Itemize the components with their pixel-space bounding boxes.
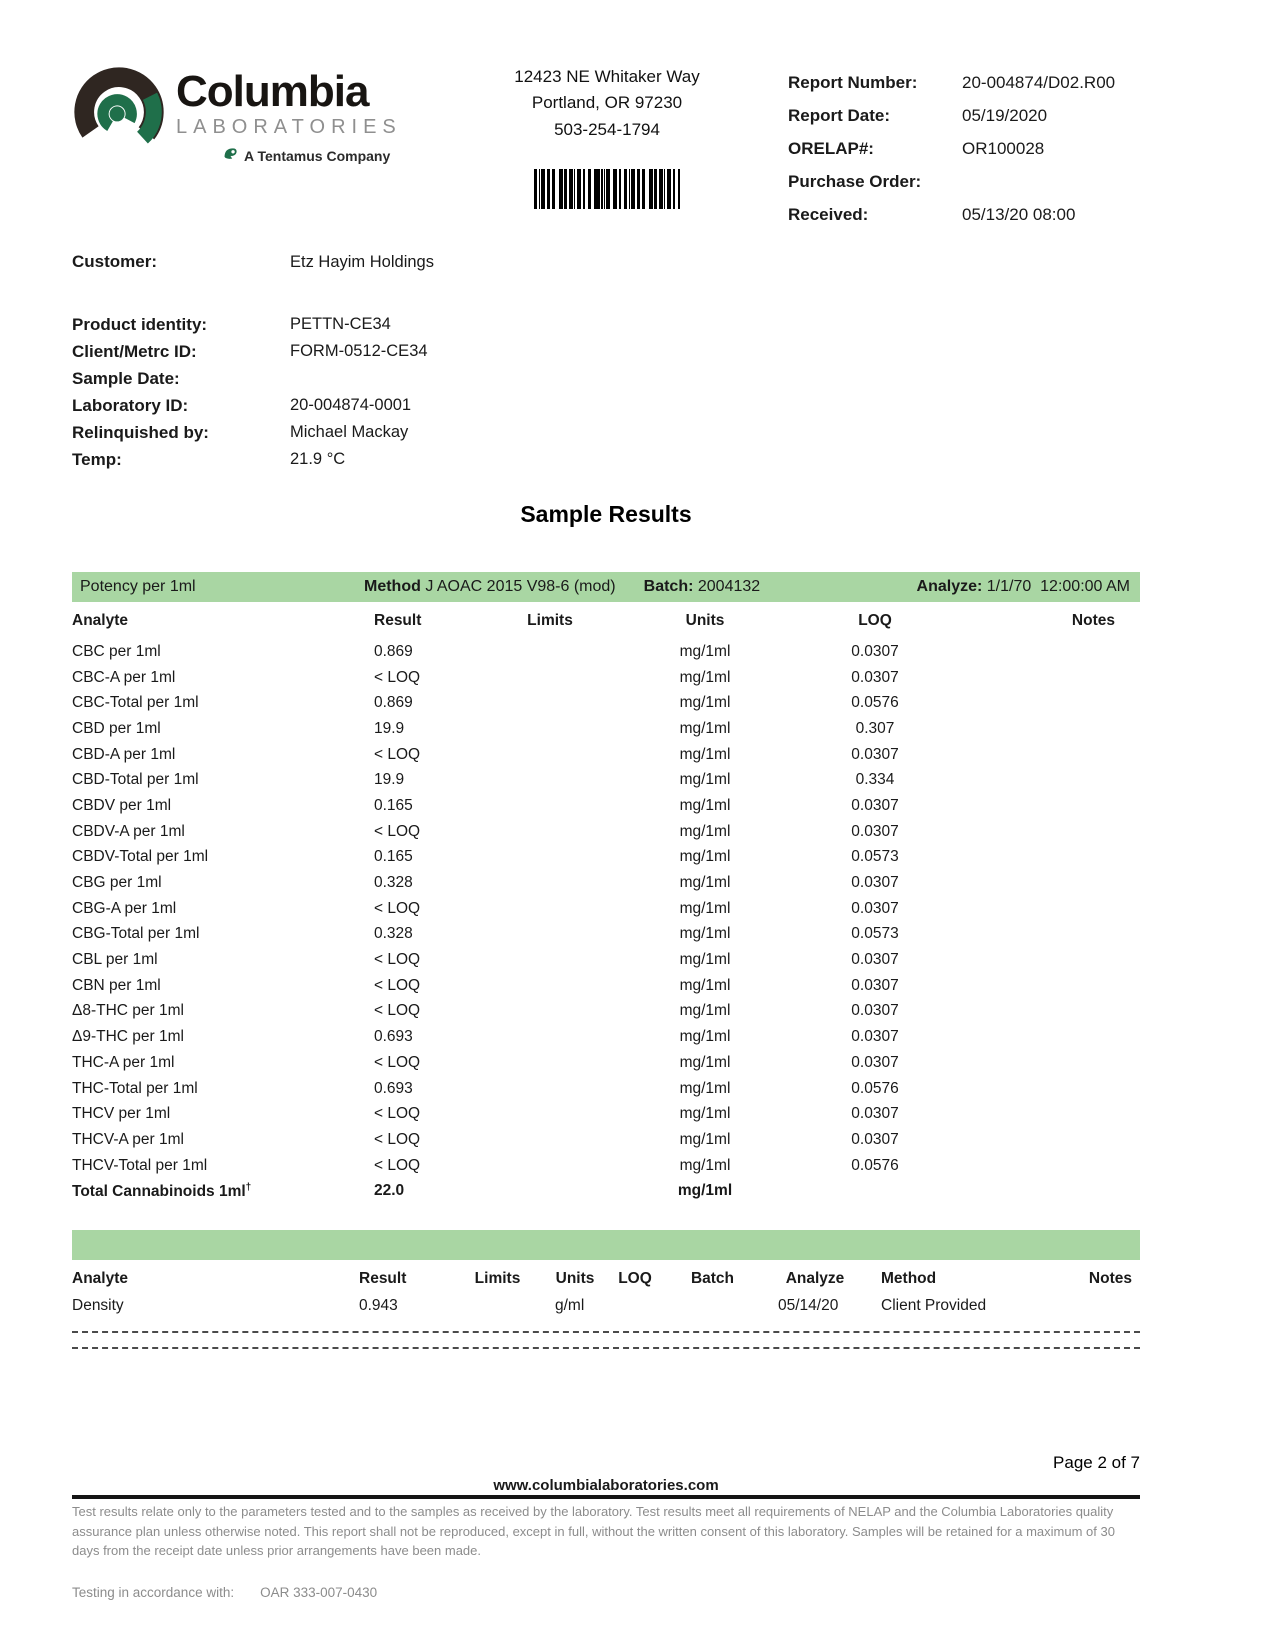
customer-value: Etz Hayim Holdings xyxy=(290,253,434,271)
lab-report-page xyxy=(72,0,1140,1600)
cell-analyte: CBD-A per 1ml xyxy=(72,745,176,763)
cell-result: 0.328 xyxy=(374,874,413,892)
col-result: Result xyxy=(374,611,422,629)
density-band xyxy=(72,1230,1140,1260)
cell-result: < LOQ xyxy=(374,951,421,969)
cell-label: Product identity: xyxy=(72,315,208,334)
col-batch: Batch xyxy=(690,1270,735,1288)
potency-band xyxy=(72,572,1140,602)
cell-loq: 0.0307 xyxy=(851,976,899,994)
cell-value: Michael Mackay xyxy=(290,423,409,441)
cell-analyte: THCV-A per 1ml xyxy=(72,1130,184,1148)
cell-units: mg/1ml xyxy=(679,1002,731,1020)
report-info-block xyxy=(788,64,1140,231)
cell-loq: 0.0307 xyxy=(851,1002,899,1020)
table-row xyxy=(72,973,1140,999)
cell-units: mg/1ml xyxy=(677,1182,733,1200)
cell-units: mg/1ml xyxy=(679,1079,731,1097)
cell-result: 19.9 xyxy=(374,771,405,789)
logo-block xyxy=(72,64,444,167)
cell-loq: 0.0573 xyxy=(851,848,899,866)
cell-units: mg/1ml xyxy=(679,874,731,892)
cell-label: Report Number: xyxy=(788,73,918,92)
cell-loq: 0.0307 xyxy=(851,642,899,660)
dashed-divider xyxy=(72,1331,1140,1349)
cell-result: 19.9 xyxy=(374,719,405,737)
cell-analyte: CBG-Total per 1ml xyxy=(72,925,200,943)
cell-loq: 0.0307 xyxy=(851,822,899,840)
report-footer xyxy=(72,1453,1140,1600)
cell-loq: 0.0576 xyxy=(851,694,899,712)
cell-analyte: THC-Total per 1ml xyxy=(72,1079,198,1097)
cell-units: mg/1ml xyxy=(679,822,731,840)
cell-units: mg/1ml xyxy=(679,771,731,789)
cell-label: ORELAP#: xyxy=(788,139,874,158)
total-cannabinoids-row xyxy=(72,1178,1140,1204)
cell-result: 0.869 xyxy=(374,642,413,660)
cell-label: Laboratory ID: xyxy=(72,396,189,415)
barcode xyxy=(534,169,680,209)
cell-analyte: CBG per 1ml xyxy=(72,874,162,892)
cell-result: 0.328 xyxy=(374,925,413,943)
table-row xyxy=(72,1076,1140,1102)
table-row xyxy=(72,922,1140,948)
cell-label: Sample Date: xyxy=(72,369,180,388)
cell-loq: 0.0307 xyxy=(851,1130,899,1148)
cell-units: g/ml xyxy=(555,1296,585,1314)
cell-units: mg/1ml xyxy=(679,1105,731,1123)
address-line2: Portland, OR 97230 xyxy=(531,93,683,113)
cell-loq: 0.0307 xyxy=(851,1053,899,1071)
cell-result: < LOQ xyxy=(374,1053,421,1071)
brand-sub: LABORATORIES xyxy=(176,116,402,138)
cell-result: 0.693 xyxy=(374,1079,413,1097)
col-notes: Notes xyxy=(1071,611,1115,629)
cell-analyte: CBN per 1ml xyxy=(72,976,161,994)
potency-band-title: Potency per 1ml xyxy=(80,578,196,595)
cell-result: < LOQ xyxy=(374,1156,421,1174)
col-result: Result xyxy=(359,1270,407,1288)
cell-analyze: 05/14/20 xyxy=(778,1296,839,1314)
cell-label: Client/Metrc ID: xyxy=(72,342,197,361)
col-method: Method xyxy=(881,1270,937,1288)
table-row xyxy=(72,1292,1140,1319)
cell-analyte: CBC-A per 1ml xyxy=(72,668,176,686)
table-row xyxy=(788,66,1140,99)
cell-analyte: Density xyxy=(72,1296,124,1314)
table-row xyxy=(72,742,1140,768)
cell-result: 22.0 xyxy=(374,1182,405,1200)
columbia-logo-icon xyxy=(72,64,166,165)
table-row xyxy=(72,311,1140,338)
cell-loq: 0.0307 xyxy=(851,874,899,892)
cell-label: Purchase Order: xyxy=(788,172,922,191)
table-row xyxy=(72,392,1140,419)
table-row xyxy=(72,1127,1140,1153)
cell-analyte: THCV-Total per 1ml xyxy=(72,1156,208,1174)
table-row xyxy=(788,165,1140,198)
table-row xyxy=(788,198,1140,231)
cell-units: mg/1ml xyxy=(679,694,731,712)
cell-analyte: CBDV-Total per 1ml xyxy=(72,848,209,866)
accordance-row xyxy=(72,1585,1140,1600)
cell-analyte: CBG-A per 1ml xyxy=(72,899,177,917)
cell-loq: 0.0307 xyxy=(851,899,899,917)
customer-label: Customer: xyxy=(72,252,158,271)
cell-result: 0.943 xyxy=(359,1296,398,1314)
cell-analyte: CBD per 1ml xyxy=(72,719,161,737)
table-row xyxy=(72,999,1140,1025)
cell-result: < LOQ xyxy=(374,745,421,763)
cell-analyte: Δ8-THC per 1ml xyxy=(72,1002,184,1020)
table-row xyxy=(72,870,1140,896)
col-analyze: Analyze xyxy=(785,1270,845,1288)
cell-value: 20-004874-0001 xyxy=(290,396,412,414)
col-analyte: Analyte xyxy=(72,611,128,629)
cell-loq: 0.0307 xyxy=(851,796,899,814)
cell-units: mg/1ml xyxy=(679,642,731,660)
cell-loq: 0.0307 xyxy=(851,745,899,763)
cell-loq: 0.0573 xyxy=(851,925,899,943)
cell-analyte: CBL per 1ml xyxy=(72,951,158,969)
address-line1: 12423 NE Whitaker Way xyxy=(514,67,700,86)
cell-result: < LOQ xyxy=(374,899,421,917)
page-number: Page 2 of 7 xyxy=(1053,1453,1140,1473)
cell-units: mg/1ml xyxy=(679,899,731,917)
sample-info-block xyxy=(72,311,1140,473)
cell-analyte: THCV per 1ml xyxy=(72,1105,171,1123)
lab-address-block xyxy=(462,64,752,209)
cell-analyte: CBDV-A per 1ml xyxy=(72,822,185,840)
cell-loq: 0.0576 xyxy=(851,1079,899,1097)
website-link[interactable]: www.columbialaboratories.com xyxy=(493,1477,719,1495)
cell-units: mg/1ml xyxy=(679,951,731,969)
cell-result: < LOQ xyxy=(374,822,421,840)
cell-result: 0.693 xyxy=(374,1028,413,1046)
cell-value: 20-004874/D02.R00 xyxy=(962,73,1116,92)
potency-batch: Batch: 2004132 xyxy=(643,578,761,595)
table-row xyxy=(788,99,1140,132)
cell-loq: 0.0307 xyxy=(851,951,899,969)
cell-analyte: CBD-Total per 1ml xyxy=(72,771,199,789)
cell-units: mg/1ml xyxy=(679,1130,731,1148)
cell-label: Temp: xyxy=(72,450,122,469)
cell-label: Received: xyxy=(788,205,869,224)
cell-units: mg/1ml xyxy=(679,1053,731,1071)
table-row xyxy=(72,845,1140,871)
accordance-label: Testing in accordance with: xyxy=(72,1584,235,1600)
cell-label: Report Date: xyxy=(788,106,891,125)
cell-loq: 0.0307 xyxy=(851,668,899,686)
potency-table-header xyxy=(72,607,1140,634)
cell-analyte: CBC-Total per 1ml xyxy=(72,694,199,712)
cell-analyte: CBC per 1ml xyxy=(72,642,161,660)
report-header xyxy=(72,64,1140,231)
table-row xyxy=(72,365,1140,392)
col-limits: Limits xyxy=(474,1270,521,1288)
cell-value: 21.9 °C xyxy=(290,450,346,468)
table-row xyxy=(72,338,1140,365)
cell-result: < LOQ xyxy=(374,1002,421,1020)
accordance-value: OAR 333-007-0430 xyxy=(260,1584,378,1600)
table-row xyxy=(72,419,1140,446)
cell-result: < LOQ xyxy=(374,976,421,994)
table-row xyxy=(72,819,1140,845)
potency-method: Method J AOAC 2015 V98-6 (mod) xyxy=(364,578,616,595)
brand-name: Columbia xyxy=(176,67,369,116)
cell-result: 0.165 xyxy=(374,848,413,866)
table-row xyxy=(72,716,1140,742)
cell-loq: 0.334 xyxy=(855,771,895,789)
cell-units: mg/1ml xyxy=(679,1156,731,1174)
cell-units: mg/1ml xyxy=(679,848,731,866)
col-notes: Notes xyxy=(1088,1270,1132,1288)
cell-result: < LOQ xyxy=(374,668,421,686)
col-limits: Limits xyxy=(527,611,573,629)
potency-analyze: Analyze: 1/1/70 12:00:00 AM xyxy=(916,578,1130,595)
brand-tagline: A Tentamus Company xyxy=(244,148,391,164)
col-loq: LOQ xyxy=(618,1270,652,1288)
address-line3: 503-254-1794 xyxy=(554,119,660,139)
col-loq: LOQ xyxy=(858,611,892,629)
col-units: Units xyxy=(685,611,725,629)
cell-units: mg/1ml xyxy=(679,668,731,686)
cell-value: 05/19/2020 xyxy=(962,106,1048,125)
table-row xyxy=(72,1101,1140,1127)
section-title: Sample Results xyxy=(520,501,692,527)
cell-units: mg/1ml xyxy=(679,745,731,763)
cell-result: < LOQ xyxy=(374,1105,421,1123)
cell-value: 05/13/20 08:00 xyxy=(962,205,1076,224)
potency-table-body xyxy=(72,639,1140,1178)
cell-units: mg/1ml xyxy=(679,1028,731,1046)
customer-row xyxy=(72,251,1140,273)
density-table-body xyxy=(72,1292,1140,1319)
cell-analyte: Total Cannabinoids 1ml† xyxy=(72,1181,252,1201)
table-row xyxy=(72,690,1140,716)
disclaimer-text: Test results relate only to the parameters tested and to the samples as received by the laboratory. Test results meet all requirements of NELAP and the Columbia Laboratories quality assurance plan unless otherwise noted. This report shall not be reproduced, except in full, without the written consent of this laboratory. Samples will be retained for a maximum of 30 days from the receipt date unless prior arrangements have been made. xyxy=(72,1504,1115,1559)
cell-units: mg/1ml xyxy=(679,976,731,994)
cell-units: mg/1ml xyxy=(679,796,731,814)
table-row xyxy=(72,1050,1140,1076)
table-row xyxy=(72,896,1140,922)
col-analyte: Analyte xyxy=(72,1270,128,1288)
table-row xyxy=(72,947,1140,973)
table-row xyxy=(72,639,1140,665)
cell-result: 0.869 xyxy=(374,694,413,712)
cell-result: < LOQ xyxy=(374,1130,421,1148)
density-table-header xyxy=(72,1266,1140,1292)
cell-value: PETTN-CE34 xyxy=(290,315,391,333)
cell-loq: 0.307 xyxy=(855,719,895,737)
cell-value: OR100028 xyxy=(962,139,1045,158)
cell-units: mg/1ml xyxy=(679,719,731,737)
cell-loq: 0.0307 xyxy=(851,1028,899,1046)
cell-label: Relinquished by: xyxy=(72,423,209,442)
table-row xyxy=(72,1153,1140,1179)
cell-result: 0.165 xyxy=(374,796,413,814)
cell-analyte: Δ9-THC per 1ml xyxy=(72,1028,184,1046)
table-row xyxy=(72,1024,1140,1050)
tentamus-icon xyxy=(222,145,239,167)
cell-value: FORM-0512-CE34 xyxy=(290,342,428,360)
table-row xyxy=(72,446,1140,473)
table-row xyxy=(72,793,1140,819)
col-units: Units xyxy=(555,1270,595,1288)
cell-units: mg/1ml xyxy=(679,925,731,943)
table-row xyxy=(788,132,1140,165)
cell-analyte: CBDV per 1ml xyxy=(72,796,172,814)
cell-loq: 0.0307 xyxy=(851,1105,899,1123)
table-row xyxy=(72,767,1140,793)
cell-method: Client Provided xyxy=(881,1296,987,1314)
table-row xyxy=(72,665,1140,691)
cell-analyte: THC-A per 1ml xyxy=(72,1053,175,1071)
cell-loq: 0.0576 xyxy=(851,1156,899,1174)
